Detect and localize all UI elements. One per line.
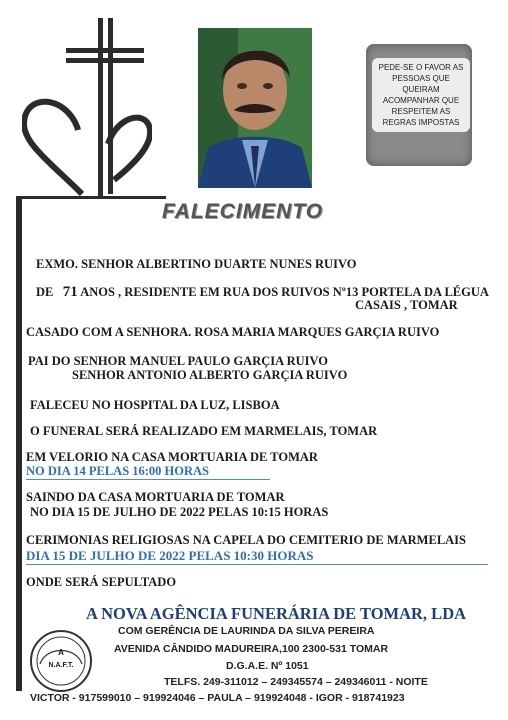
burial-line: ONDE SERÁ SEPULTADO [26, 575, 177, 589]
residence-line: CASAIS , TOMAR [355, 298, 458, 312]
agency-address: AVENIDA CÂNDIDO MADUREIRA,100 2300-531 TOMAR [114, 643, 389, 655]
agency-seal-icon: A N.A.F.T. [30, 630, 92, 692]
agency-manager: COM GERÊNCIA DE LAURINDA DA SILVA PEREIRA [118, 625, 375, 637]
agency-contacts: VICTOR - 917599010 – 919924046 – PAULA – 919924048 - IGOR - 918741923 [30, 692, 405, 704]
agency-name: A NOVA AGÊNCIA FUNERÁRIA DE TOMAR, LDA [86, 604, 467, 623]
death-place-line: FALECEU NO HOSPITAL DA LUZ, LISBOA [30, 398, 280, 412]
children-line-2: SENHOR ANTONIO ALBERTO GARÇIA RUIVO [72, 368, 348, 382]
ceremony-line: CERIMONIAS RELIGIOSAS NA CAPELA DO CEMITERIO DE MARMELAIS [26, 533, 466, 547]
deceased-name: EXMO. SENHOR ALBERTINO DUARTE NUNES RUIVO [36, 257, 357, 271]
portrait-photo [198, 28, 312, 188]
wake-line: EM VELORIO NA CASA MORTUARIA DE TOMAR [26, 450, 318, 464]
spouse-line: CASADO COM A SENHORA. ROSA MARIA MARQUES GARÇIA RUIVO [26, 325, 440, 339]
notice-box [366, 44, 472, 166]
funeral-location-line: O FUNERAL SERÁ REALIZADO EM MARMELAIS, TOMAR [30, 424, 378, 438]
page-title: FALECIMENTO [162, 200, 324, 223]
frame-left-bar [16, 196, 22, 691]
agency-license: D.G.A.E. Nº 1051 [226, 660, 309, 672]
notice-text: PEDE-SE O FAVOR AS PESSOAS QUE QUEIRAM ACOMPANHAR QUE RESPEITEM AS REGRAS IMPOSTAS [372, 58, 470, 132]
frame-top-line [16, 196, 166, 199]
ceremony-time-line: DIA 15 DE JULHO DE 2022 PELAS 10:30 HORAS [26, 548, 488, 565]
wake-time-line: NO DIA 14 PELAS 16:00 HORAS [26, 464, 270, 480]
age-line: DE 71 ANOS , RESIDENTE EM RUA DOS RUIVOS Nº13 PORTELA DA LÉGUA [36, 284, 489, 300]
departure-time-line: NO DIA 15 DE JULHO DE 2022 PELAS 10:15 HORAS [30, 505, 329, 519]
children-line: PAI DO SENHOR MANUEL PAULO GARÇIA RUIVO [28, 354, 328, 368]
cross-heart-icon [22, 14, 152, 199]
agency-phones: TELFS. 249-311012 – 249345574 – 249346011 - NOITE [164, 676, 428, 688]
departure-line: SAINDO DA CASA MORTUARIA DE TOMAR [26, 490, 285, 504]
